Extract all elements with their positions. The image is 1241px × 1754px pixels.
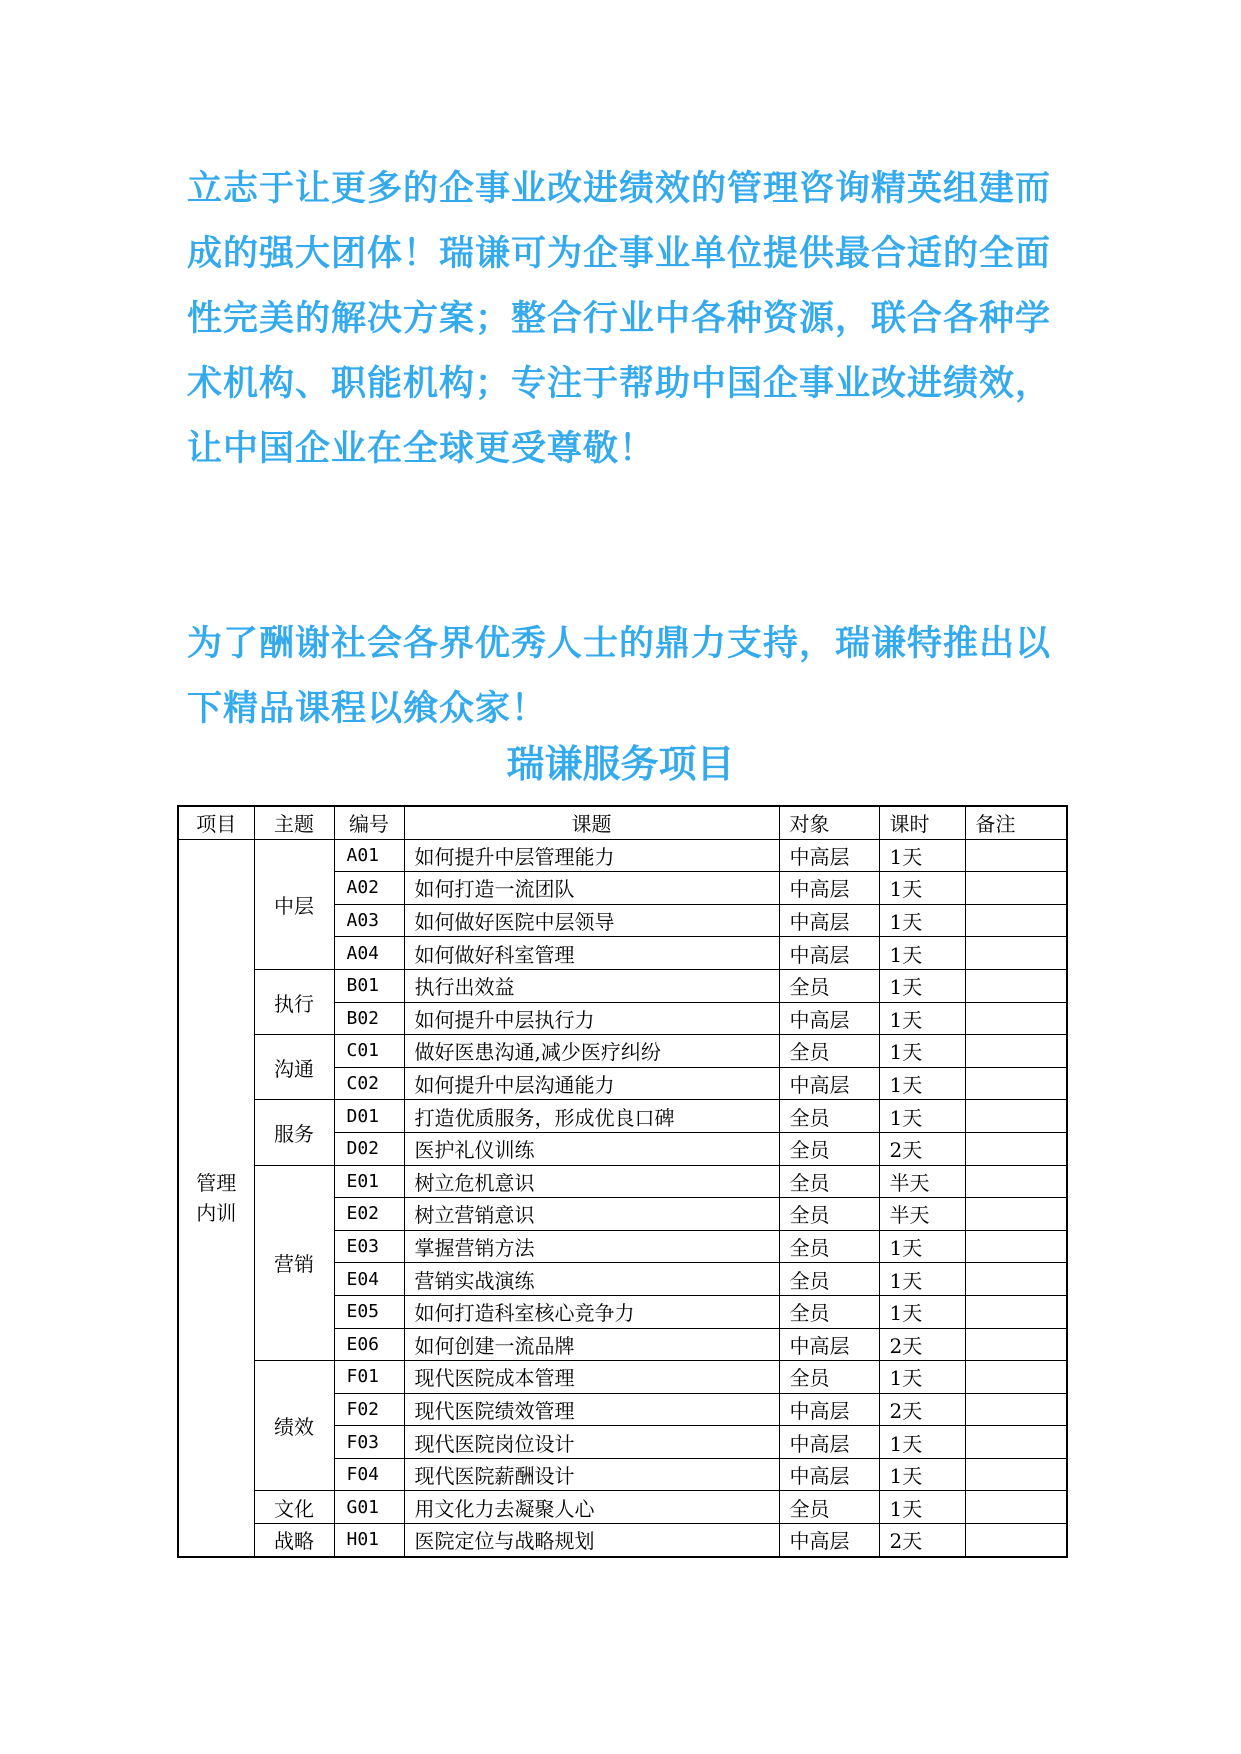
hours-cell: 1天 <box>879 1295 965 1328</box>
topic-cell: 执行出效益 <box>404 969 779 1002</box>
code-cell: E02 <box>334 1198 404 1231</box>
note-cell <box>965 1067 1067 1100</box>
code-cell: A01 <box>334 839 404 872</box>
code-cell: D01 <box>334 1100 404 1133</box>
page-title: 瑞谦服务项目 <box>506 742 735 786</box>
target-cell: 中高层 <box>779 1458 879 1491</box>
note-cell <box>965 1263 1067 1296</box>
target-cell: 全员 <box>779 1230 879 1263</box>
hours-cell: 1天 <box>879 1067 965 1100</box>
code-cell: E05 <box>334 1295 404 1328</box>
target-cell: 全员 <box>779 1100 879 1133</box>
hours-cell: 1天 <box>879 1100 965 1133</box>
code-cell: G01 <box>334 1491 404 1524</box>
topic-cell: 用文化力去凝聚人心 <box>404 1491 779 1524</box>
code-cell: A02 <box>334 872 404 905</box>
topic-cell: 掌握营销方法 <box>404 1230 779 1263</box>
target-cell: 全员 <box>779 1035 879 1068</box>
service-table <box>177 805 1068 1558</box>
theme-cell: 战略 <box>254 1524 334 1557</box>
note-cell <box>965 1393 1067 1426</box>
target-cell: 全员 <box>779 1198 879 1231</box>
note-cell <box>965 969 1067 1002</box>
target-cell: 中高层 <box>779 937 879 970</box>
intro-text <box>187 157 1072 742</box>
intro-paragraph-1: 立志于让更多的企事业改进绩效的管理咨询精英组建而成的强大团体！瑞谦可为企事业单位提供最合适的全面性完美的解决方案；整合行业中各种资源，联合各种学术机构、职能机构；专注于帮助中国企事业改进绩效，让中国企业在全球更受尊敬！ <box>187 169 1052 469</box>
table-row <box>178 1165 1067 1198</box>
hours-cell: 1天 <box>879 1002 965 1035</box>
note-cell <box>965 1002 1067 1035</box>
topic-cell: 如何提升中层管理能力 <box>404 839 779 872</box>
target-cell: 中高层 <box>779 1067 879 1100</box>
topic-cell: 医护礼仪训练 <box>404 1132 779 1165</box>
topic-cell: 医院定位与战略规划 <box>404 1524 779 1557</box>
target-cell: 中高层 <box>779 1524 879 1557</box>
topic-cell: 如何创建一流品牌 <box>404 1328 779 1361</box>
hours-cell: 1天 <box>879 839 965 872</box>
target-cell: 中高层 <box>779 1393 879 1426</box>
hours-cell: 1天 <box>879 937 965 970</box>
hours-cell: 1天 <box>879 969 965 1002</box>
topic-cell: 做好医患沟通,减少医疗纠纷 <box>404 1035 779 1068</box>
code-cell: F04 <box>334 1458 404 1491</box>
hours-cell: 1天 <box>879 1426 965 1459</box>
table-row <box>178 1491 1067 1524</box>
code-cell: E01 <box>334 1165 404 1198</box>
code-cell: H01 <box>334 1524 404 1557</box>
hours-cell: 半天 <box>879 1165 965 1198</box>
code-cell: B02 <box>334 1002 404 1035</box>
hours-cell: 1天 <box>879 1361 965 1394</box>
code-cell: E06 <box>334 1328 404 1361</box>
topic-cell: 树立危机意识 <box>404 1165 779 1198</box>
topic-cell: 现代医院成本管理 <box>404 1361 779 1394</box>
note-cell <box>965 1132 1067 1165</box>
target-cell: 全员 <box>779 969 879 1002</box>
note-cell <box>965 1524 1067 1557</box>
topic-cell: 如何打造科室核心竞争力 <box>404 1295 779 1328</box>
theme-cell: 文化 <box>254 1491 334 1524</box>
note-cell <box>965 872 1067 905</box>
code-cell: F02 <box>334 1393 404 1426</box>
target-cell: 中高层 <box>779 1002 879 1035</box>
theme-cell: 绩效 <box>254 1361 334 1491</box>
target-cell: 中高层 <box>779 1426 879 1459</box>
theme-cell: 沟通 <box>254 1035 334 1100</box>
header-target: 对象 <box>779 806 879 839</box>
topic-cell: 营销实战演练 <box>404 1263 779 1296</box>
target-cell: 全员 <box>779 1295 879 1328</box>
table-row <box>178 969 1067 1002</box>
hours-cell: 1天 <box>879 872 965 905</box>
header-code: 编号 <box>334 806 404 839</box>
topic-cell: 树立营销意识 <box>404 1198 779 1231</box>
table-row <box>178 1035 1067 1068</box>
topic-cell: 如何打造一流团队 <box>404 872 779 905</box>
code-cell: C01 <box>334 1035 404 1068</box>
topic-cell: 现代医院绩效管理 <box>404 1393 779 1426</box>
note-cell <box>965 839 1067 872</box>
note-cell <box>965 904 1067 937</box>
code-cell: A04 <box>334 937 404 970</box>
code-cell: E03 <box>334 1230 404 1263</box>
category-cell: 管理内训 <box>178 839 254 1557</box>
table-row <box>178 1361 1067 1394</box>
target-cell: 全员 <box>779 1263 879 1296</box>
hours-cell: 1天 <box>879 1491 965 1524</box>
hours-cell: 半天 <box>879 1198 965 1231</box>
target-cell: 全员 <box>779 1165 879 1198</box>
header-topic: 课题 <box>404 806 779 839</box>
target-cell: 全员 <box>779 1491 879 1524</box>
note-cell <box>965 1035 1067 1068</box>
topic-cell: 如何提升中层沟通能力 <box>404 1067 779 1100</box>
note-cell <box>965 937 1067 970</box>
hours-cell: 1天 <box>879 1035 965 1068</box>
intro-paragraph-2: 为了酬谢社会各界优秀人士的鼎力支持，瑞谦特推出以下精品课程以飨众家！ <box>187 624 1052 729</box>
table-body <box>178 839 1067 1557</box>
note-cell <box>965 1458 1067 1491</box>
topic-cell: 如何做好医院中层领导 <box>404 904 779 937</box>
theme-cell: 服务 <box>254 1100 334 1165</box>
note-cell <box>965 1361 1067 1394</box>
table-row <box>178 1524 1067 1557</box>
table-header-row <box>178 806 1067 839</box>
hours-cell: 2天 <box>879 1393 965 1426</box>
hours-cell: 2天 <box>879 1524 965 1557</box>
code-cell: C02 <box>334 1067 404 1100</box>
target-cell: 全员 <box>779 1132 879 1165</box>
note-cell <box>965 1230 1067 1263</box>
table-row <box>178 839 1067 872</box>
hours-cell: 1天 <box>879 904 965 937</box>
code-cell: D02 <box>334 1132 404 1165</box>
note-cell <box>965 1100 1067 1133</box>
table-row <box>178 1100 1067 1133</box>
topic-cell: 如何提升中层执行力 <box>404 1002 779 1035</box>
topic-cell: 现代医院薪酬设计 <box>404 1458 779 1491</box>
theme-cell: 营销 <box>254 1165 334 1361</box>
code-cell: F01 <box>334 1361 404 1394</box>
target-cell: 中高层 <box>779 839 879 872</box>
code-cell: B01 <box>334 969 404 1002</box>
header-hours: 课时 <box>879 806 965 839</box>
hours-cell: 1天 <box>879 1263 965 1296</box>
topic-cell: 如何做好科室管理 <box>404 937 779 970</box>
topic-cell: 现代医院岗位设计 <box>404 1426 779 1459</box>
note-cell <box>965 1165 1067 1198</box>
code-cell: E04 <box>334 1263 404 1296</box>
target-cell: 中高层 <box>779 1328 879 1361</box>
header-note: 备注 <box>965 806 1067 839</box>
target-cell: 全员 <box>779 1361 879 1394</box>
header-category: 项目 <box>178 806 254 839</box>
hours-cell: 2天 <box>879 1132 965 1165</box>
theme-cell: 中层 <box>254 839 334 969</box>
note-cell <box>965 1426 1067 1459</box>
note-cell <box>965 1198 1067 1231</box>
topic-cell: 打造优质服务，形成优良口碑 <box>404 1100 779 1133</box>
code-cell: A03 <box>334 904 404 937</box>
header-theme: 主题 <box>254 806 334 839</box>
hours-cell: 1天 <box>879 1230 965 1263</box>
note-cell <box>965 1295 1067 1328</box>
theme-cell: 执行 <box>254 969 334 1034</box>
hours-cell: 2天 <box>879 1328 965 1361</box>
target-cell: 中高层 <box>779 904 879 937</box>
note-cell <box>965 1328 1067 1361</box>
note-cell <box>965 1491 1067 1524</box>
hours-cell: 1天 <box>879 1458 965 1491</box>
code-cell: F03 <box>334 1426 404 1459</box>
target-cell: 中高层 <box>779 872 879 905</box>
